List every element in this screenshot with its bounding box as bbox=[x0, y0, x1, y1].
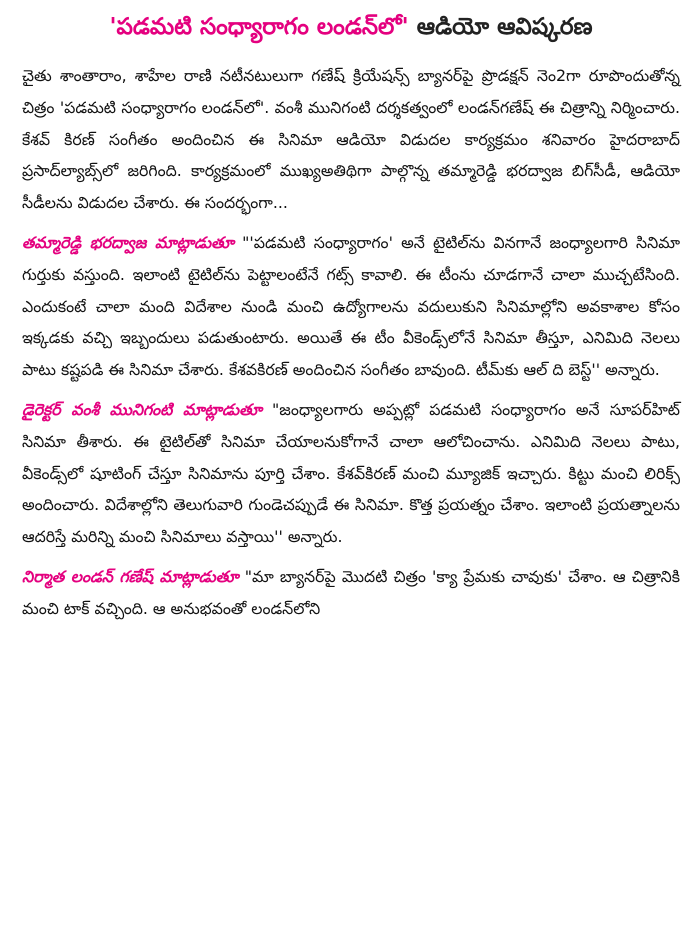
headline-event: ఆడియో ఆవిష్కరణ bbox=[416, 14, 593, 40]
intro-paragraph bbox=[22, 60, 680, 219]
quote-paragraph-bharadwaja bbox=[22, 227, 680, 386]
quote-paragraph-director bbox=[22, 394, 680, 553]
paragraph-text: "మా బ్యానర్‌పై మొదటి చిత్రం 'క్యా ప్రేమకు చావుకు' చేశాం. ఆ చిత్రానికి మంచి టాక్‌ వచ్చింది. ఆ అనుభవంతో లండన్‌లోని bbox=[22, 566, 680, 618]
quote-paragraph-producer bbox=[22, 561, 680, 625]
speaker-label: డైరెక్టర్‌ వంశీ మునిగంటి మాట్లాడుతూ bbox=[22, 399, 262, 419]
speaker-label: తమ్మారెడ్డి భరద్వాజ మాట్లాడుతూ bbox=[22, 232, 234, 252]
paragraph-text: "'పడమటి సంధ్యారాగం' అనే టైటిల్‌ను వినగానే జంధ్యాలగారి సినిమా గుర్తుకు వస్తుంది. ఇలాంటి టైటిల్‌ను పెట్టాలంటేనే గట్స్‌ కావాలి. ఈ టీంను చూడగానే చాలా ముచ్చటేసింది. ఎందుకంటే చాలా మంది విదేశాల నుండి మంచి ఉద్యోగాలను వదులుకుని సినిమాల్లోని అవకాశాల కోసం ఇక్కడకు వచ్చి ఇబ్బందులు పడుతుంటారు. అయితే ఈ టీం వీకెండ్స్‌లోనే సినిమా తీస్తూ, ఎనిమిది నెలలు పాటు కష్టపడి ఈ సినిమా చేశారు. కేశవకిరణ్‌ అందించిన సంగీతం బావుంది. టీమ్‌కు ఆల్‌ ది బెస్ట్‌'' అన్నారు. bbox=[22, 232, 680, 380]
headline-film-title: 'పడమటి సంధ్యారాగం లండన్‌లో' bbox=[109, 14, 409, 40]
paragraph-text: "జంధ్యాలగారు అప్పట్లో పడమటి సంధ్యారాగం అనే సూపర్‌హిట్‌ సినిమా తీశారు. ఈ టైటిల్‌తో సినిమా చేయాలనుకోగానే చాలా ఆలోచించాను. ఎనిమిది నెలలు పాటు, వీకెండ్స్‌లో షూటింగ్‌ చేస్తూ సినిమాను పూర్తి చేశాం. కేశవ్‌కిరణ్‌ మంచి మ్యూజిక్‌ ఇచ్చారు. కిట్టు మంచి లిరిక్స్‌ అందించారు. విదేశాల్లోని తెలుగువారి గుండెచప్పుడే ఈ సినిమా. కొత్త ప్రయత్నం చేశాం. ఇలాంటి ప్రయత్నాలను ఆదరిస్తే మరిన్ని మంచి సినిమాలు వస్తాయి'' అన్నారు. bbox=[22, 399, 680, 547]
paragraph-text: చైతు శాంతారాం, శాహేల రాణి నటీనటులుగా గణేష్‌ క్రియేషన్స్‌ బ్యానర్‌పై ప్రొడక్షన్‌ నెం2గా రూపొందుతోన్న చిత్రం 'పడమటి సంధ్యారాగం లండన్‌లో'. వంశీ మునిగంటి దర్శకత్వంలో లండన్‌గణేష్‌ ఈ చిత్రాన్ని నిర్మించారు. కేశవ్‌ కిరణ్‌ సంగీతం అందించిన ఈ సినిమా ఆడియో విడుదల కార్యక్రమం శనివారం హైదరాబాద్‌ ప్రసాద్‌ల్యాబ్స్‌లో జరిగింది. కార్యక్రమంలో ముఖ్యఅతిథిగా పాల్గొన్న తమ్మారెడ్డి భరద్వాజ బిగ్‌సీడీ, ఆడియో సీడీలను విడుదల చేశారు. ఈ సందర్భంగా... bbox=[22, 66, 680, 213]
speaker-label: నిర్మాత లండన్‌ గణేష్‌ మాట్లాడుతూ bbox=[22, 566, 239, 586]
headline bbox=[22, 10, 680, 44]
